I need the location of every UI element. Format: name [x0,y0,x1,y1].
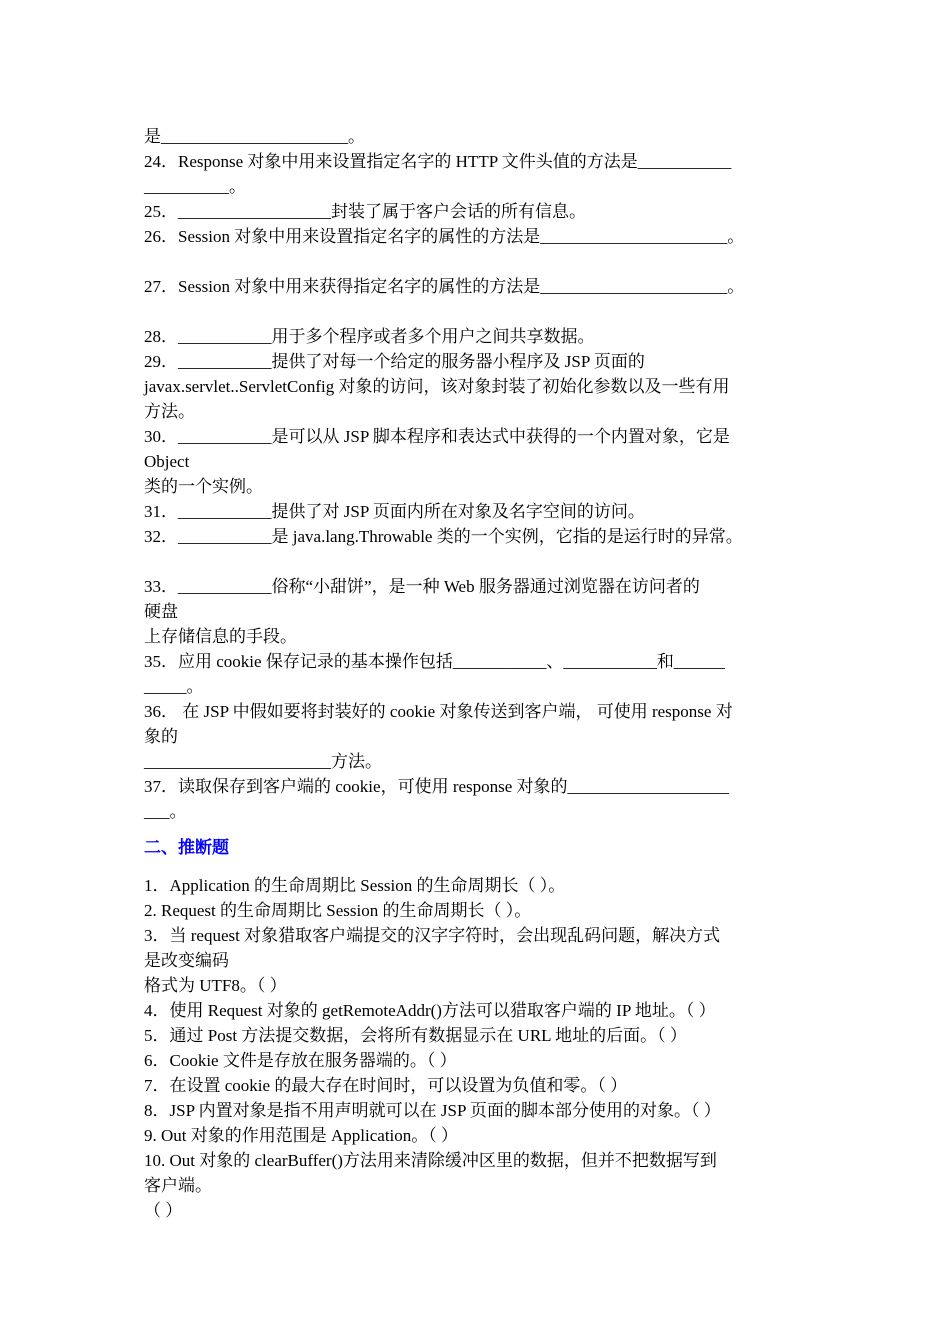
true-false-section [144,873,816,1223]
question-35: 35．应用 cookie 保存记录的基本操作包括___________、___________和______ [144,652,725,671]
tf-question-6: 6．Cookie 文件是存放在服务器端的。（ ） [144,1051,457,1070]
text-line: javax.servlet..ServletConfig 对象的访问，该对象封装了初始化参数以及一些有用 [144,377,730,396]
tf-question-2: 2. Request 的生命周期比 Session 的生命周期长（ ）。 [144,901,532,920]
text-line: （ ） [144,1201,183,1220]
text-line: _____。 [144,677,204,696]
tf-question-9: 9. Out 对象的作用范围是 Application。（ ） [144,1126,459,1145]
tf-question-4: 4．使用 Request 对象的 getRemoteAddr()方法可以猎取客户端的 IP 地址。（ ） [144,1001,716,1020]
text-line: 是______________________。 [144,127,365,146]
question-27: 27．Session 对象中用来获得指定名字的属性的方法是______________________。 [144,277,745,296]
section-heading: 二、推断题 [144,838,229,858]
question-30: 30．___________是可以从 JSP 脚本程序和表达式中获得的一个内置对象，它是 [144,427,730,446]
question-33: 33．___________俗称“小甜饼”，是一种 Web 服务器通过浏览器在访问者的 [144,577,700,596]
question-29: 29．___________提供了对每一个给定的服务器小程序及 JSP 页面的 [144,352,645,371]
blank-line [144,549,816,574]
text-line: 格式为 UTF8。（ ） [144,976,287,995]
tf-question-3: 3．当 request 对象猎取客户端提交的汉字字符时，会出现乱码问题，解决方式 [144,926,721,945]
text-line: 象的 [144,727,178,746]
tf-question-7: 7．在设置 cookie 的最大存在时间时，可以设置为负值和零。（ ） [144,1076,628,1095]
question-24: 24．Response 对象中用来设置指定名字的 HTTP 文件头值的方法是___________ [144,152,732,171]
question-37: 37．读取保存到客户端的 cookie，可使用 response 对象的___________________ [144,777,730,796]
text-line: 硬盘 [144,602,178,621]
text-line: ___。 [144,802,187,821]
text-line: __________。 [144,177,246,196]
text-line: Object [144,452,190,471]
tf-question-8: 8．JSP 内置对象是指不用声明就可以在 JSP 页面的脚本部分使用的对象。（ ） [144,1101,721,1120]
tf-question-10: 10. Out 对象的 clearBuffer()方法用来清除缓冲区里的数据，但并不把数据写到 [144,1151,717,1170]
fill-in-blank-section [144,124,816,824]
question-28: 28．___________用于多个程序或者多个用户之间共享数据。 [144,327,595,346]
text-line: 上存储信息的手段。 [144,627,297,646]
text-line: 客户端。 [144,1176,212,1195]
question-26: 26．Session 对象中用来设置指定名字的属性的方法是______________________。 [144,227,745,246]
question-25: 25．__________________封装了属于客户会话的所有信息。 [144,202,586,221]
question-36: 36． 在 JSP 中假如要将封装好的 cookie 对象传送到客户端， 可使用 response 对 [144,702,733,721]
document-body [144,124,816,1223]
text-line: 是改变编码 [144,951,229,970]
blank-line [144,299,816,324]
question-31: 31．___________提供了对 JSP 页面内所在对象及名字空间的访问。 [144,502,645,521]
text-line: 方法。 [144,402,195,421]
tf-question-5: 5．通过 Post 方法提交数据，会将所有数据显示在 URL 地址的后面。（ ） [144,1026,687,1045]
tf-question-1: 1．Application 的生命周期比 Session 的生命周期长（ ）。 [144,876,566,895]
text-line: 类的一个实例。 [144,477,263,496]
question-32: 32．___________是 java.lang.Throwable 类的一个实例，它指的是运行时的异常。 [144,527,743,546]
blank-line [144,249,816,274]
text-line: ______________________方法。 [144,752,382,771]
